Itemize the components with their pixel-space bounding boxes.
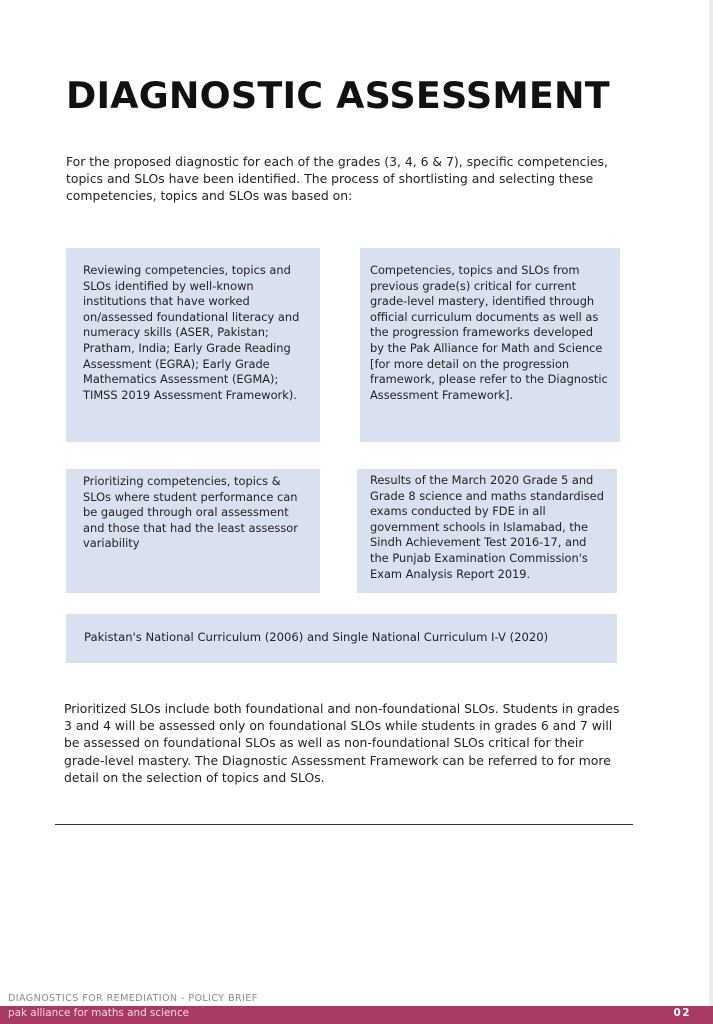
footer-document-title: DIAGNOSTICS FOR REMEDIATION - POLICY BRIEF <box>8 993 258 1004</box>
footer-organization: pak alliance for maths and science <box>8 1007 190 1019</box>
page-title: DIAGNOSTIC ASSESSMENT <box>66 74 610 117</box>
criteria-box-national-curriculum <box>66 614 617 663</box>
criteria-box-exam-results <box>357 469 617 593</box>
criteria-box-previous-grades <box>360 248 620 442</box>
criteria-text: Pakistan's National Curriculum (2006) and Single National Curriculum I-V (2020) <box>84 630 549 644</box>
criteria-text: Reviewing competencies, topics and SLOs identified by well-known institutions that have worked on/assessed foundational literacy and numeracy skills (ASER, Pakistan; Pratham, India; Early Grade Reading Assessment (EGRA); Early Grade Mathematics Assessment (EGMA); TIMSS 2019 Assessment Framework). <box>83 263 300 402</box>
criteria-text: Results of the March 2020 Grade 5 and Grade 8 science and maths standardised exams conducted by FDE in all government schools in Islamabad, the Sindh Achievement Test 2016-17, and the Punjab Examination Commission's Exam Analysis Report 2019. <box>370 473 604 581</box>
page-edge <box>709 0 713 1024</box>
horizontal-divider <box>55 824 633 825</box>
criteria-text: Prioritizing competencies, topics & SLOs where student performance can be gauged through oral assessment and those that had the least assessor variability <box>83 474 298 551</box>
page-number: 02 <box>673 1007 691 1019</box>
criteria-box-reviewing <box>66 248 320 442</box>
criteria-box-prioritizing <box>66 469 320 593</box>
criteria-text: Competencies, topics and SLOs from previous grade(s) critical for current grade-level mastery, identified through official curriculum documents as well as the progression frameworks developed by the Pak Alliance for Math and Science [for more detail on the progression framework, please refer to the Diagnostic Assessment Framework]. <box>370 263 608 402</box>
conclusion-paragraph: Prioritized SLOs include both foundational and non-foundational SLOs. Students in grades 3 and 4 will be assessed only on foundational SLOs while students in grades 6 and 7 will be assessed on foundational SLOs as well as non-foundational SLOs critical for their grade-level mastery. The Diagnostic Assessment Framework can be referred to for more detail on the selection of topics and SLOs. <box>64 701 620 785</box>
intro-paragraph: For the proposed diagnostic for each of the grades (3, 4, 6 & 7), specific competencies, topics and SLOs have been identified. The process of shortlisting and selecting these competencies, topics and SLOs was based on: <box>66 154 608 203</box>
